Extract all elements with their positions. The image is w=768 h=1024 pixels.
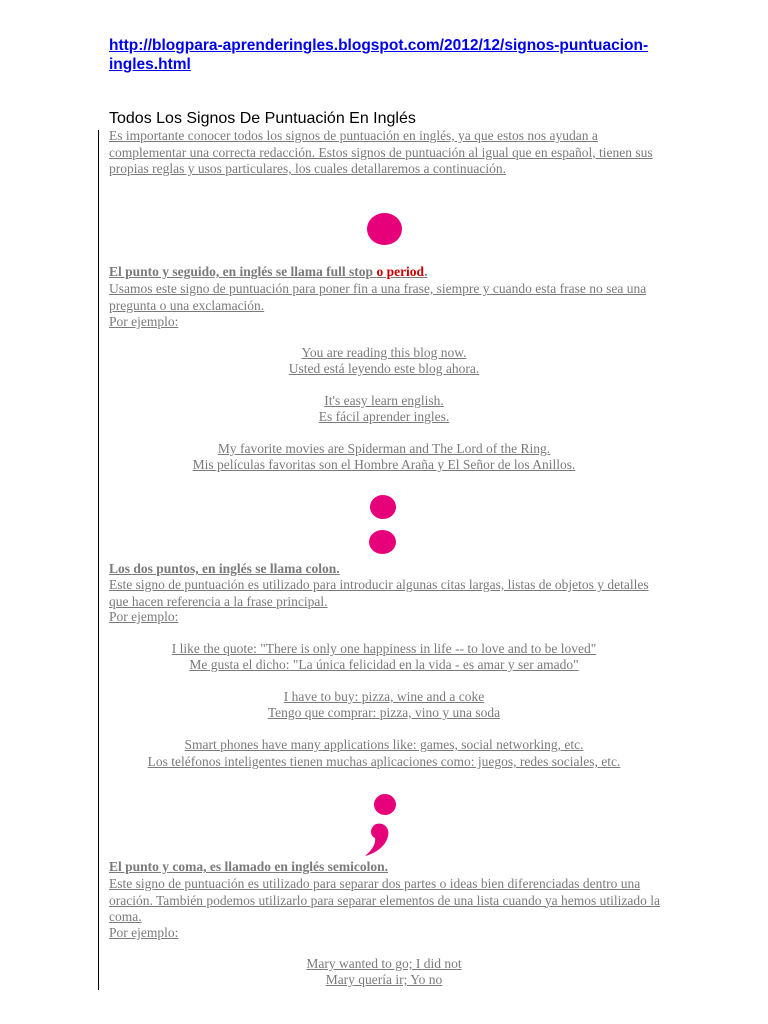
- period-example-4: Es fácil aprender ingles.: [318, 409, 450, 424]
- page-title: Todos Los Signos De Puntuación En Inglés: [109, 110, 416, 127]
- semicolon-example-label: Por ejemplo:: [109, 925, 179, 940]
- source-link[interactable]: http://blogpara-aprenderingles.blogspot.com/2012/12/signos-puntuacion-ingles.html: [109, 37, 649, 73]
- period-example-1: You are reading this blog now.: [301, 345, 467, 360]
- colon-example-6: Los teléfonos inteligentes tienen muchas aplicaciones como: juegos, redes sociales, etc.: [147, 754, 621, 769]
- margin-line: [98, 130, 99, 990]
- period-body: Usamos este signo de puntuación para poner fin a una frase, siempre y cuando esta frase no sea una pregunta o una exclamación.: [109, 281, 647, 313]
- colon-icon-bottom: [369, 530, 396, 554]
- period-heading: [109, 264, 669, 281]
- semicolon-icon-comma: [362, 822, 398, 858]
- period-heading-extra: o period: [376, 264, 425, 279]
- period-icon: [367, 213, 402, 245]
- period-example-6: Mis películas favoritas son el Hombre Araña y El Señor de los Anillos.: [192, 457, 576, 472]
- period-heading-text: El punto y seguido, en inglés se llama full stop: [109, 264, 374, 279]
- colon-example-5: Smart phones have many applications like: games, social networking, etc.: [184, 737, 584, 752]
- colon-example-1: I like the quote: "There is only one happiness in life -- to love and to be loved": [171, 641, 597, 656]
- semicolon-example-2: Mary quería ir; Yo no: [325, 972, 443, 987]
- semicolon-example-1: Mary wanted to go; I did not: [306, 956, 462, 971]
- colon-example-2: Me gusta el dicho: "La única felicidad en la vida - es amar y ser amado": [189, 657, 579, 672]
- intro-paragraph: Es importante conocer todos los signos de puntuación en inglés, ya que estos nos ayudan a complementar una correcta redacción. Estos signos de puntuación al igual que en español, tienen sus propias reglas y usos particulares, los cuales detallaremos a continuación.: [109, 128, 653, 176]
- colon-icon-top: [370, 495, 396, 519]
- colon-body: Este signo de puntuación es utilizado para introducir algunas citas largas, listas de objetos y detalles que hacen referencia a la frase principal.: [109, 577, 649, 609]
- period-example-2: Usted está leyendo este blog ahora.: [288, 361, 480, 376]
- period-example-label: Por ejemplo:: [109, 314, 179, 329]
- semicolon-heading: El punto y coma, es llamado en inglés semicolon.: [109, 859, 389, 874]
- colon-example-3: I have to buy: pizza, wine and a coke: [283, 689, 485, 704]
- colon-heading: Los dos puntos, en inglés se llama colon.: [109, 561, 340, 576]
- semicolon-body: Este signo de puntuación es utilizado para separar dos partes o ideas bien diferenciadas dentro una oración. También podemos utilizarlo para separar elementos de una lista cuando ya hemos utilizado la coma.: [109, 876, 660, 924]
- colon-example-label: Por ejemplo:: [109, 609, 179, 624]
- period-heading-end: .: [424, 264, 428, 279]
- period-example-3: It's easy learn english.: [324, 393, 444, 408]
- period-example-5: My favorite movies are Spiderman and The Lord of the Ring.: [217, 441, 551, 456]
- semicolon-icon-dot: [374, 794, 396, 815]
- colon-example-4: Tengo que comprar: pizza, vino y una soda: [267, 705, 501, 720]
